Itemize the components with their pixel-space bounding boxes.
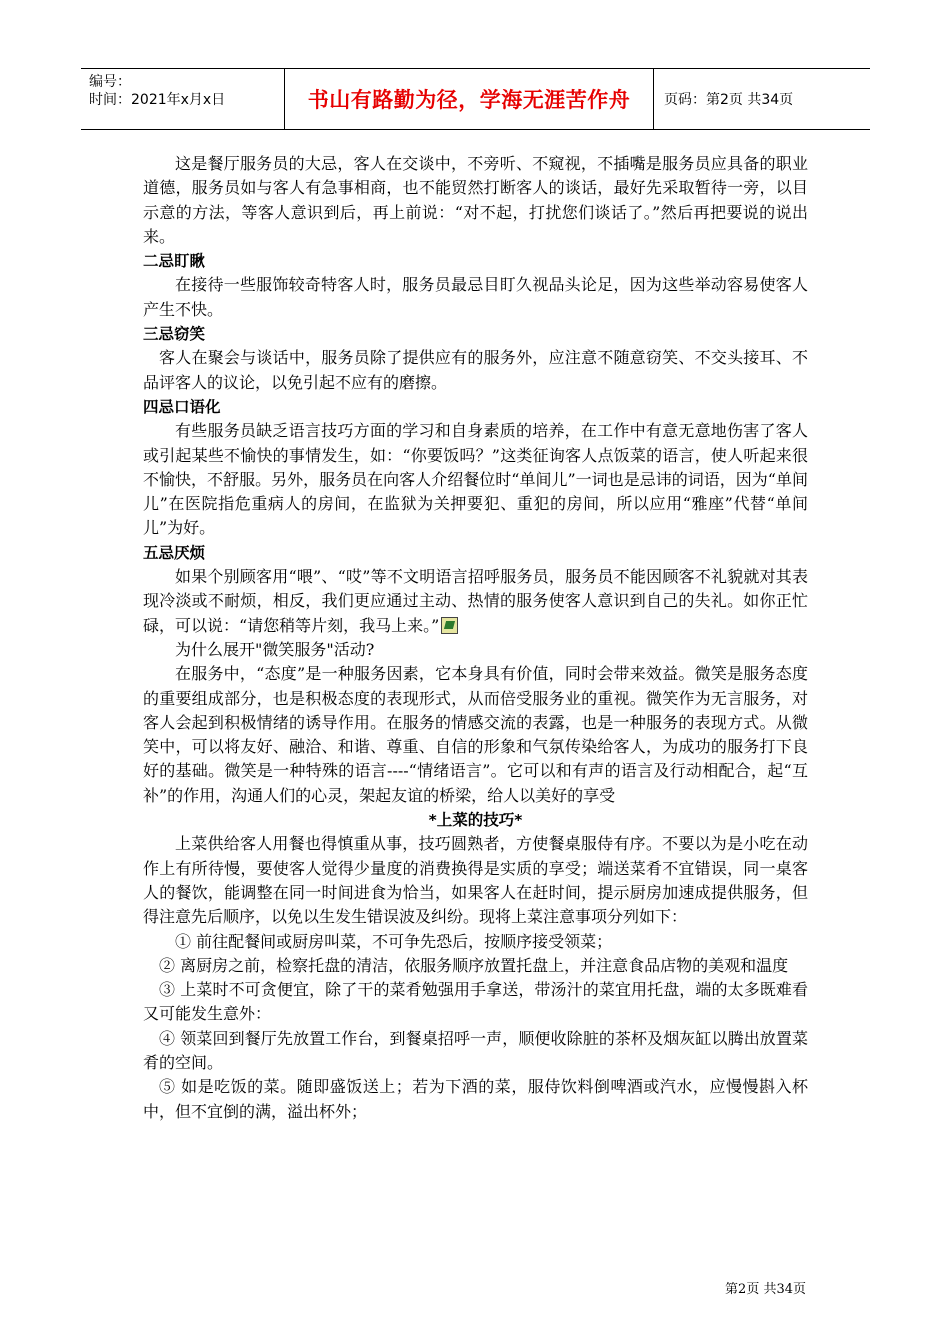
- header-left: [81, 69, 284, 129]
- number-label: 编号：: [89, 74, 131, 90]
- paragraph: [143, 565, 808, 638]
- document-body: [143, 152, 808, 1124]
- list-item: ③ 上菜时不可贪便宜，除了干的菜肴勉强用手拿送，带汤汁的菜宜用托盘，端的太多既难看又可能发生意外：: [143, 980, 808, 1024]
- paragraph: 上菜供给客人用餐也得慎重从事，技巧圆熟者，方使餐桌服侍有序。不要以为是小吃在动作上有所待慢，要使客人觉得少量度的消费换得是实质的享受；端送菜肴不宜错误，同一桌客人的餐饮，能调整在同一时间进食为恰当，如果客人在赶时间，提示厨房加速成提供服务，但得注意先后顺序，以免以生发生错误波及纠纷。现将上菜注意事项分列如下：: [143, 834, 808, 927]
- paragraph: 有些服务员缺乏语言技巧方面的学习和自身素质的培养，在工作中有意无意地伤害了客人或引起某些不愉快的事情发生，如：“你要饭吗？”这类征询客人点饭菜的语言，使人听起来很不愉快，不舒服。另外，服务员在向客人介绍餐位时“单间儿”一词也是忌讳的词语，因为“单间儿”在医院指危重病人的房间，在监狱为关押要犯、重犯的房间，所以应用“雅座”代替“单间儿”为好。: [143, 421, 808, 538]
- list-item: ② 离厨房之前，检察托盘的清洁，依服务顺序放置托盘上，并注意食品店物的美观和温度: [159, 955, 789, 975]
- list-item: ① 前往配餐间或厨房叫菜，不可争先恐后，按顺序接受领菜；: [175, 931, 613, 951]
- section-heading: 三忌窃笑: [143, 325, 206, 344]
- section-heading: 二忌盯瞅: [143, 252, 206, 271]
- paragraph: 在接待一些服饰较奇特客人时，服务员最忌目盯久视品头论足，因为这些举动容易使客人产生不快。: [143, 275, 808, 319]
- header-motto-cell: [284, 69, 654, 129]
- page-header: [81, 68, 870, 130]
- paragraph: 在服务中，“态度”是一种服务因素，它本身具有价值，同时会带来效益。微笑是服务态度的重要组成部分，也是积极态度的表现形式，从而倍受服务业的重视。微笑作为无言服务，对客人会起到积极情绪的诱导作用。在服务的情感交流的表露，也是一种服务的表现方式。从微笑中，可以将友好、融洽、和谐、尊重、自信的形象和气氛传染给客人，为成功的服务打下良好的基础。微笑是一种特殊的语言----“情绪语言”。它可以和有声的语言及行动相配合，起“互补”的作用，沟通人们的心灵，架起友谊的桥梁，给人以美好的享受: [143, 664, 808, 805]
- page-footer: 第2页 共34页: [725, 1282, 806, 1297]
- header-page-label: 页码：第2页 共34页: [664, 92, 794, 108]
- paragraph: 这是餐厅服务员的大忌，客人在交谈中，不旁听、不窥视，不插嘴是服务员应具备的职业道德，服务员如与客人有急事相商，也不能贸然打断客人的谈话，最好先采取暂待一旁，以目示意的方法，等客人意识到后，再上前说：“对不起，打扰您们谈话了。”然后再把要说的说出来。: [143, 154, 808, 246]
- flag-icon[interactable]: [441, 617, 458, 634]
- header-motto: 书山有路勤为径，学海无涯苦作舟: [307, 88, 631, 112]
- paragraph: 客人在聚会与谈话中，服务员除了提供应有的服务外，应注意不随意窃笑、不交头接耳、不品评客人的议论，以免引起不应有的磨擦。: [143, 348, 808, 392]
- time-label: 时间：2021年x月x日: [89, 92, 226, 108]
- section-title: *上菜的技巧*: [428, 811, 523, 830]
- list-item: ④ 领菜回到餐厅先放置工作台，到餐桌招呼一声，顺便收除脏的茶杯及烟灰缸以腾出放置菜肴的空间。: [143, 1028, 808, 1072]
- paragraph: 为什么展开"微笑服务"活动?: [175, 639, 375, 659]
- section-heading: 四忌口语化: [143, 397, 221, 416]
- paragraph-text: 如果个别顾客用“喂”、“哎”等不文明语言招呼服务员，服务员不能因顾客不礼貌就对其表现冷淡或不耐烦，相反，我们更应通过主动、热情的服务使客人意识到自己的失礼。如你正忙碌，可以说：“请您稍等片刻，我马上来。”: [143, 567, 808, 635]
- list-item: ⑤ 如是吃饭的菜。随即盛饭送上；若为下酒的菜，服侍饮料倒啤酒或汽水，应慢慢斟入杯中，但不宜倒的满，溢出杯外；: [143, 1077, 808, 1121]
- section-heading: 五忌厌烦: [143, 543, 206, 562]
